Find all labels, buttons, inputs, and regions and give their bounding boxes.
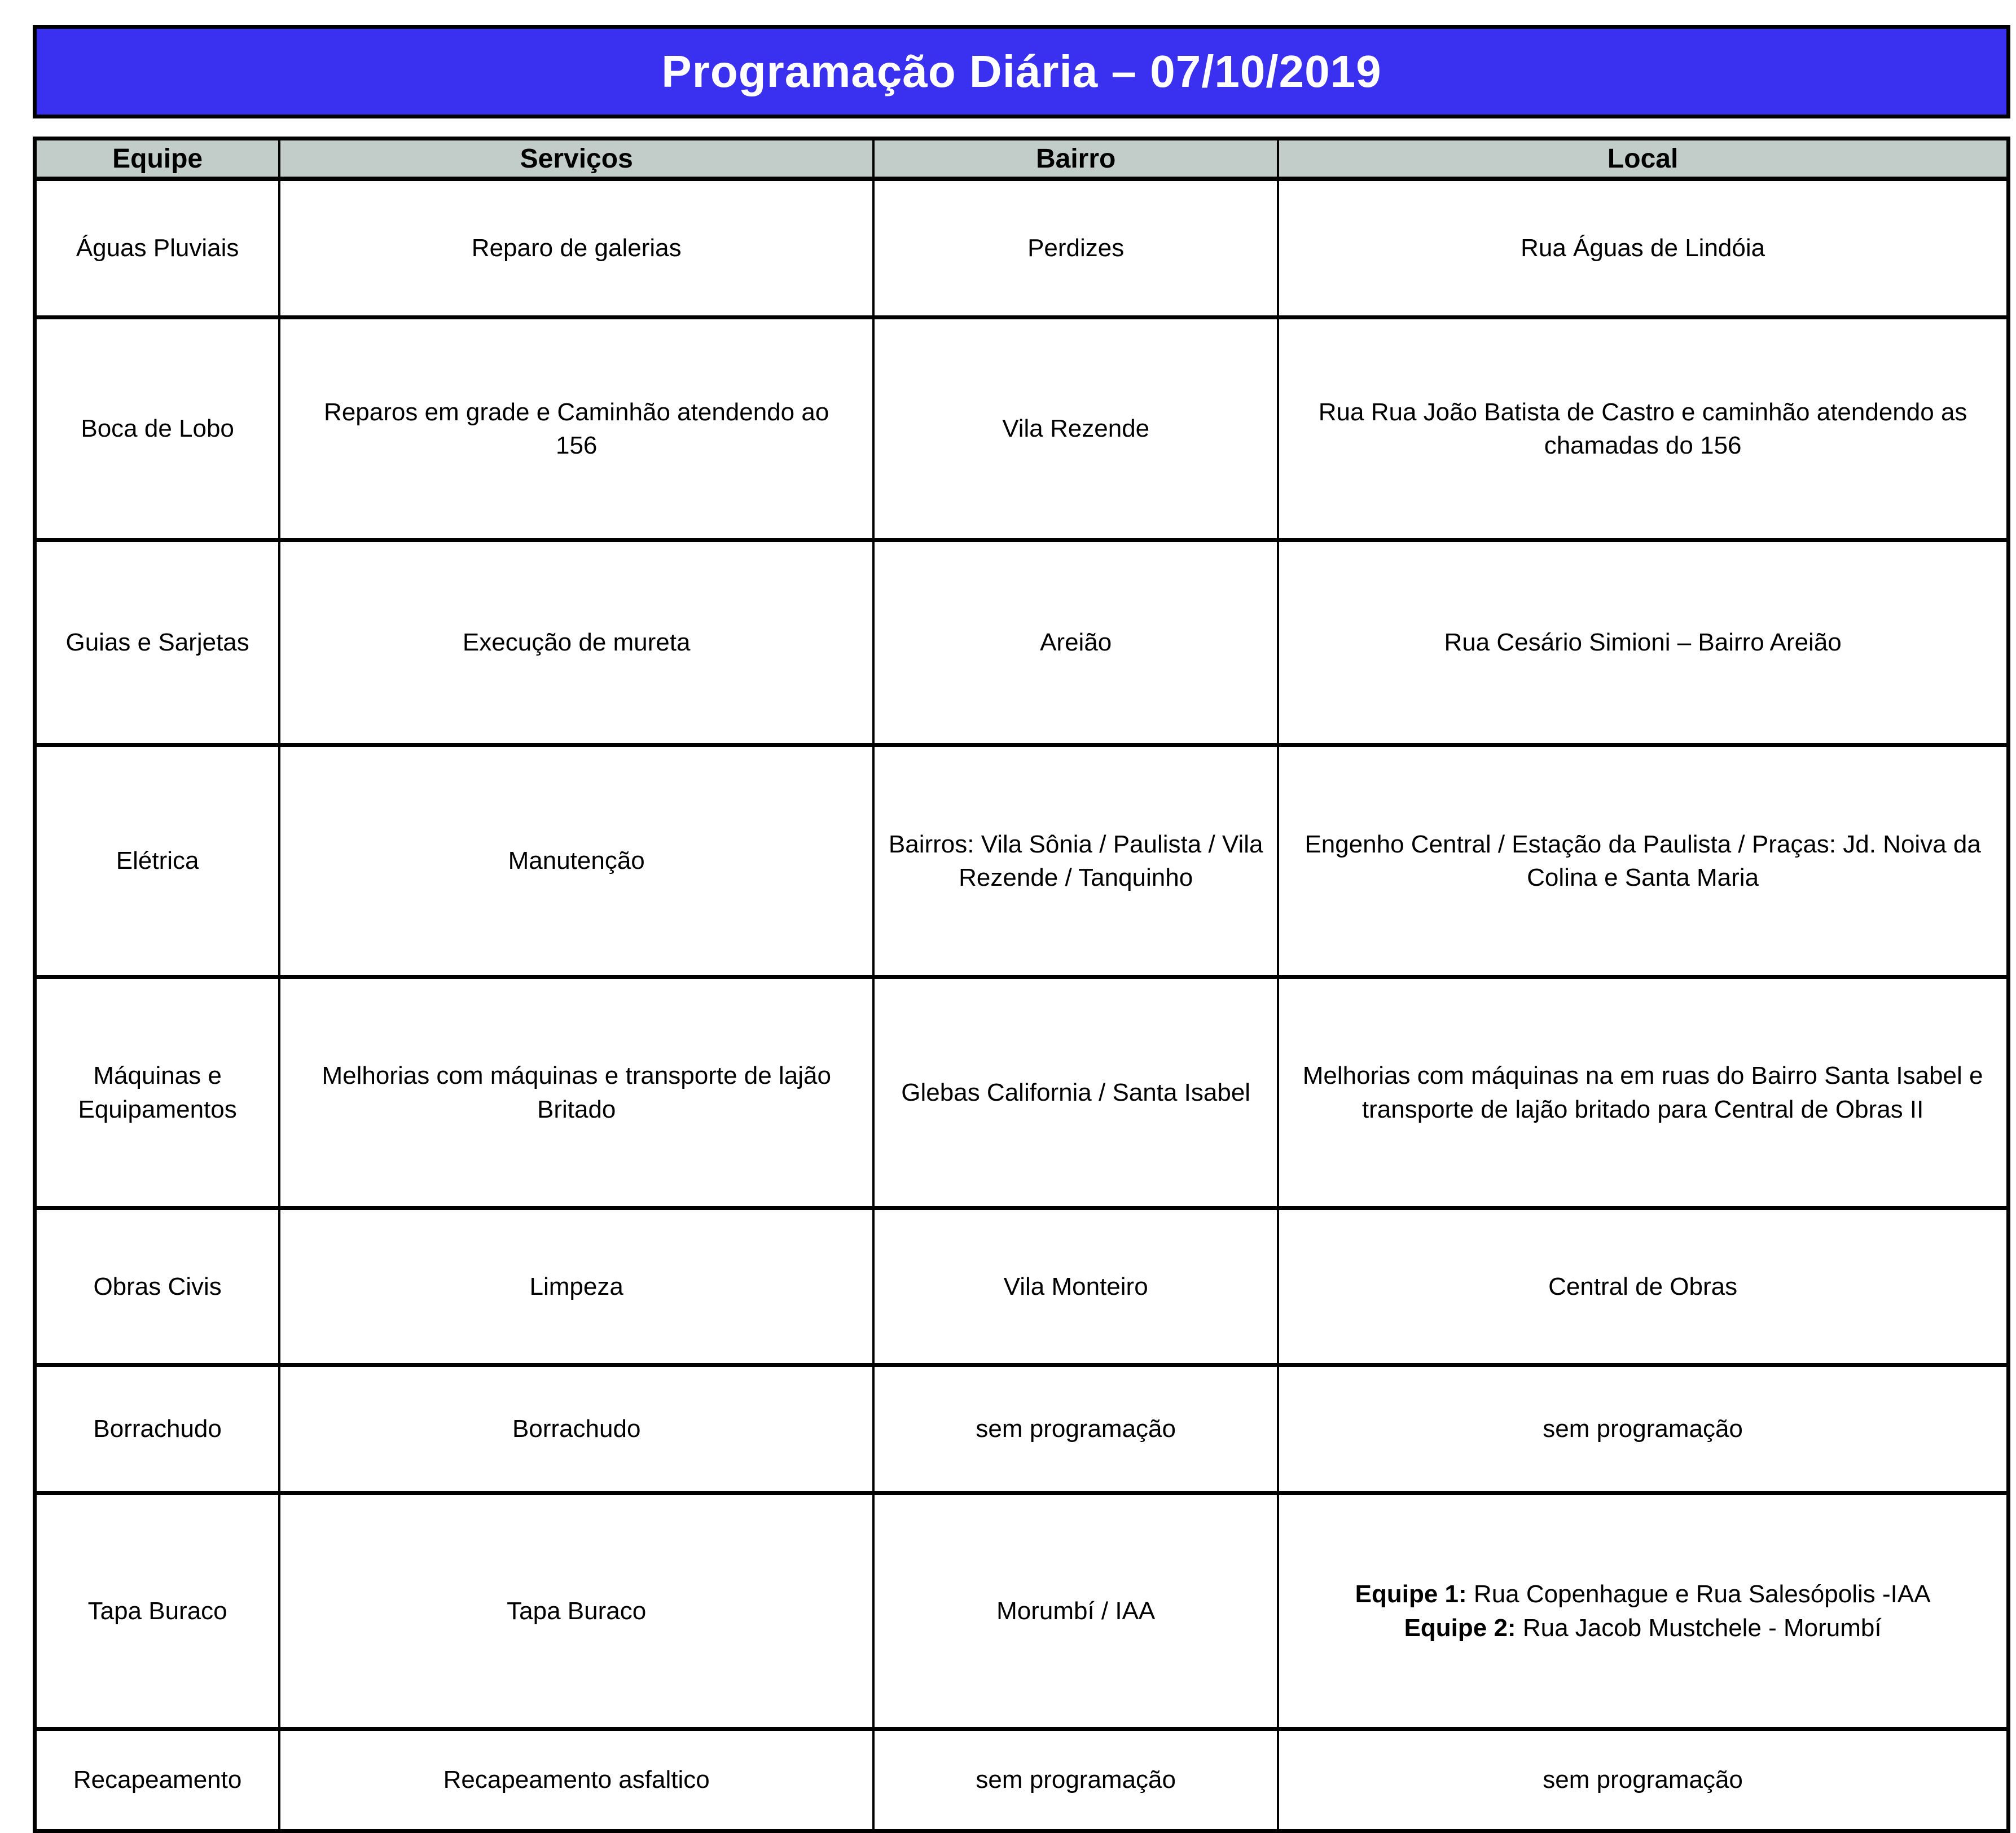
banner-table-gap (33, 118, 2010, 137)
cell-local: Rua Águas de Lindóia (1278, 179, 2008, 318)
cell-local: sem programação (1278, 1365, 2008, 1493)
local-line-bold-label: Equipe 1: (1355, 1580, 1467, 1608)
cell-equipe: Máquinas e Equipamentos (35, 977, 280, 1208)
cell-bairro: Perdizes (873, 179, 1278, 318)
header-row (35, 139, 2009, 179)
cell-bairro: Vila Monteiro (873, 1208, 1278, 1365)
table-body (35, 179, 2009, 1831)
local-line: Equipe 2: Rua Jacob Mustchele - Morumbí (1404, 1614, 1882, 1642)
table-row (35, 1365, 2009, 1493)
cell-local: Engenho Central / Estação da Paulista / Praças: Jd. Noiva da Colina e Santa Maria (1278, 745, 2008, 977)
title-banner (33, 25, 2010, 118)
cell-servicos: Reparo de galerias (279, 179, 873, 318)
column-header-servicos: Serviços (279, 139, 873, 179)
cell-servicos: Tapa Buraco (279, 1493, 873, 1729)
cell-equipe: Guias e Sarjetas (35, 540, 280, 745)
cell-servicos: Recapeamento asfaltico (279, 1729, 873, 1831)
table-row (35, 318, 2009, 540)
table-row (35, 977, 2009, 1208)
cell-equipe: Recapeamento (35, 1729, 280, 1831)
cell-bairro: Vila Rezende (873, 318, 1278, 540)
cell-servicos: Manutenção (279, 745, 873, 977)
cell-servicos: Reparos em grade e Caminhão atendendo ao 156 (279, 318, 873, 540)
cell-servicos: Borrachudo (279, 1365, 873, 1493)
cell-equipe: Elétrica (35, 745, 280, 977)
cell-bairro: Bairros: Vila Sônia / Paulista / Vila Rezende / Tanquinho (873, 745, 1278, 977)
column-header-equipe: Equipe (35, 139, 280, 179)
cell-servicos: Melhorias com máquinas e transporte de lajão Britado (279, 977, 873, 1208)
cell-local: sem programação (1278, 1729, 2008, 1831)
table-row (35, 540, 2009, 745)
cell-equipe: Borrachudo (35, 1365, 280, 1493)
table-row (35, 745, 2009, 977)
cell-servicos: Execução de mureta (279, 540, 873, 745)
cell-bairro: Morumbí / IAA (873, 1493, 1278, 1729)
cell-equipe: Obras Civis (35, 1208, 280, 1365)
cell-equipe: Boca de Lobo (35, 318, 280, 540)
table-row (35, 1208, 2009, 1365)
column-header-bairro: Bairro (873, 139, 1278, 179)
cell-local: Central de Obras (1278, 1208, 2008, 1365)
cell-local: Rua Cesário Simioni – Bairro Areião (1278, 540, 2008, 745)
table-row (35, 1493, 2009, 1729)
local-line-bold-label: Equipe 2: (1404, 1614, 1516, 1642)
cell-bairro: sem programação (873, 1365, 1278, 1493)
table-row (35, 1729, 2009, 1831)
cell-equipe: Águas Pluviais (35, 179, 280, 318)
cell-bairro: Glebas California / Santa Isabel (873, 977, 1278, 1208)
page-title: Programação Diária – 07/10/2019 (661, 46, 1382, 96)
cell-local: Melhorias com máquinas na em ruas do Bairro Santa Isabel e transporte de lajão britado para Central de Obras II (1278, 977, 2008, 1208)
daily-schedule-table (33, 137, 2010, 1833)
cell-bairro: Areião (873, 540, 1278, 745)
cell-bairro: sem programação (873, 1729, 1278, 1831)
table-row (35, 179, 2009, 318)
cell-local: Rua Rua João Batista de Castro e caminhão atendendo as chamadas do 156 (1278, 318, 2008, 540)
local-line: Equipe 1: Rua Copenhague e Rua Salesópolis -IAA (1355, 1580, 1931, 1608)
cell-servicos: Limpeza (279, 1208, 873, 1365)
cell-local (1278, 1493, 2008, 1729)
cell-equipe: Tapa Buraco (35, 1493, 280, 1729)
column-header-local: Local (1278, 139, 2008, 179)
